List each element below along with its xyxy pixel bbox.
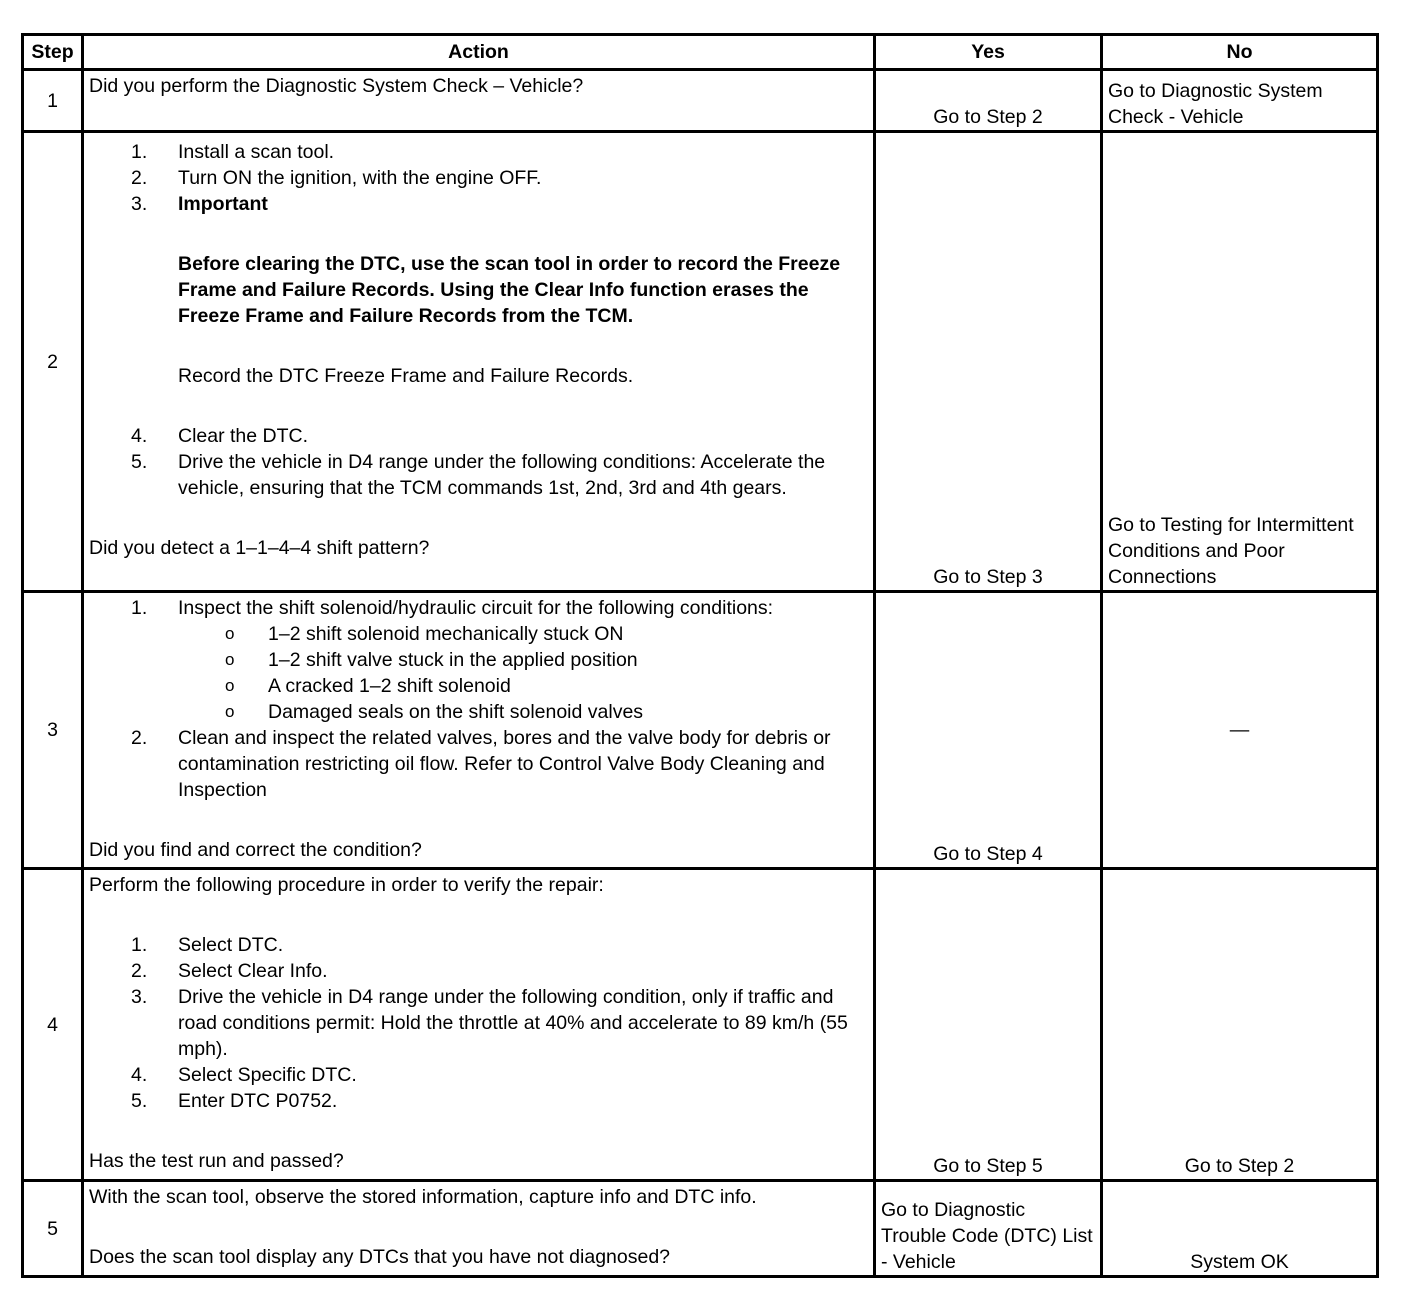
- action-list: [89, 725, 868, 803]
- header-row: [23, 35, 1378, 70]
- yes-cell: Go to Step 3: [875, 132, 1102, 592]
- question-text: Has the test run and passed?: [89, 1150, 344, 1172]
- action-list: [89, 932, 868, 1114]
- yes-cell: Go to Step 4: [875, 592, 1102, 869]
- header-no: No: [1102, 35, 1378, 70]
- table-row-step-2: [23, 132, 1378, 592]
- intro-text: With the scan tool, observe the stored information, capture info and DTC info.: [89, 1186, 757, 1208]
- question-text: Does the scan tool display any DTCs that you have not diagnosed?: [89, 1246, 671, 1268]
- sub-list-item: o 1–2 shift solenoid mechanically stuck ON: [225, 623, 624, 645]
- sub-list-item: o Damaged seals on the shift solenoid valves: [225, 701, 644, 723]
- list-item: 2. Select Clear Info.: [131, 960, 328, 982]
- action-list: [89, 139, 868, 501]
- list-item: 4. Clear the DTC.: [131, 425, 309, 447]
- yes-cell: Go to Step 2: [875, 70, 1102, 132]
- no-cell: Go to Diagnostic System Check - Vehicle: [1102, 70, 1378, 132]
- question-text: Did you perform the Diagnostic System Check – Vehicle?: [89, 75, 584, 97]
- no-cell: Go to Testing for Intermittent Conditions and Poor Connections: [1102, 132, 1378, 592]
- intro-text: Perform the following procedure in order to verify the repair:: [89, 874, 604, 896]
- table-row-step-5: [23, 1181, 1378, 1277]
- list-item: 1. Select DTC.: [131, 934, 284, 956]
- action-cell: [83, 592, 875, 869]
- step-number: 4: [23, 869, 83, 1181]
- list-item: 5. Drive the vehicle in D4 range under the following conditions: Accelerate the vehicle, ensuring that the TCM commands 1st, 2nd, 3rd and 4th gears.: [131, 451, 826, 499]
- diagnostic-table: [21, 33, 1379, 1278]
- sub-list-item: o A cracked 1–2 shift solenoid: [225, 675, 511, 697]
- list-item: 5. Enter DTC P0752.: [131, 1090, 338, 1112]
- list-item: 1. Install a scan tool.: [131, 141, 335, 163]
- action-cell: [83, 132, 875, 592]
- sub-list-item: o 1–2 shift valve stuck in the applied position: [225, 649, 638, 671]
- diagnostic-table-container: [21, 33, 1376, 1278]
- list-item: 4. Select Specific DTC.: [131, 1064, 357, 1086]
- action-cell: [83, 1181, 875, 1277]
- table-row-step-4: [23, 869, 1378, 1181]
- list-item: 2. Turn ON the ignition, with the engine OFF.: [131, 167, 542, 189]
- step-number: 2: [23, 132, 83, 592]
- table-row-step-1: [23, 70, 1378, 132]
- step-number: 5: [23, 1181, 83, 1277]
- question-text: Did you detect a 1–1–4–4 shift pattern?: [89, 537, 430, 559]
- important-note: Before clearing the DTC, use the scan tool in order to record the Freeze Frame and Failure Records. Using the Clear Info function erases the Freeze Frame and Failure Records from the TCM.: [178, 253, 841, 327]
- header-action: Action: [83, 35, 875, 70]
- yes-cell: Go to Diagnostic Trouble Code (DTC) List - Vehicle: [875, 1181, 1102, 1277]
- action-cell: [83, 70, 875, 132]
- header-yes: Yes: [875, 35, 1102, 70]
- list-item: 3. Important Before clearing the DTC, use the scan tool in order to record the Freeze Frame and Failure Records. Using the Clear Info function erases the Freeze Frame and Failure Records from the TCM. Record the DTC Freeze Frame and Failure Records.: [89, 191, 868, 423]
- yes-cell: Go to Step 5: [875, 869, 1102, 1181]
- action-list: [89, 595, 868, 621]
- header-step: Step: [23, 35, 83, 70]
- list-item: 1. Inspect the shift solenoid/hydraulic circuit for the following conditions:: [131, 597, 774, 619]
- sub-list: [89, 621, 868, 725]
- question-text: Did you find and correct the condition?: [89, 839, 422, 861]
- list-item: 3. Drive the vehicle in D4 range under the following condition, only if traffic and road conditions permit: Hold the throttle at 40% and accelerate to 89 km/h (55 mph).: [131, 986, 848, 1060]
- no-cell: —: [1102, 592, 1378, 869]
- action-cell: [83, 869, 875, 1181]
- table-row-step-3: [23, 592, 1378, 869]
- step-number: 3: [23, 592, 83, 869]
- no-cell: System OK: [1102, 1181, 1378, 1277]
- record-note: Record the DTC Freeze Frame and Failure Records.: [178, 365, 634, 387]
- step-number: 1: [23, 70, 83, 132]
- no-cell: Go to Step 2: [1102, 869, 1378, 1181]
- list-item: 2. Clean and inspect the related valves, bores and the valve body for debris or contamination restricting oil flow. Refer to Control Valve Body Cleaning and Inspection: [131, 727, 831, 801]
